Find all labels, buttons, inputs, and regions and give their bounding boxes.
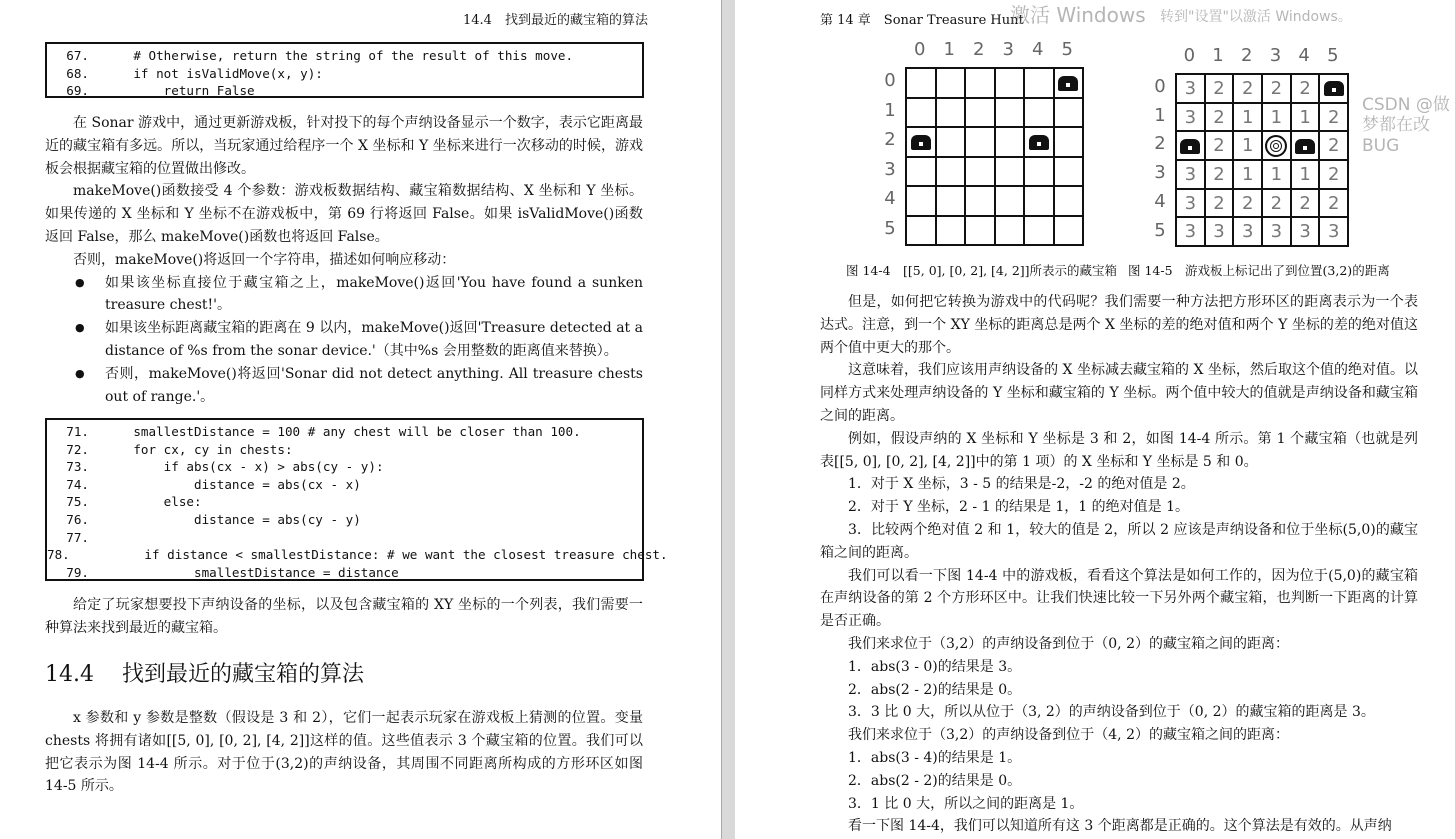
code-text: distance = abs(cy - y) xyxy=(103,511,361,527)
paragraph: 这意味着，我们应该用声纳设备的 X 坐标减去藏宝箱的 X 坐标，然后取这个值的绝对值。以同样方式来处理声纳设备的 Y 坐标和藏宝箱的 Y 坐标。两个值中较大的值就是声纳设备和藏宝箱之间的距离。 xyxy=(820,362,1418,424)
board-cell xyxy=(1319,189,1348,218)
body-text-intro xyxy=(45,112,643,408)
distance-value: 1 xyxy=(1299,106,1311,128)
board-cell xyxy=(1291,74,1320,103)
board-cell xyxy=(906,186,936,216)
line-number: 75. xyxy=(66,494,89,510)
board-cell xyxy=(1319,103,1348,132)
board-cell xyxy=(936,98,966,128)
distance-value: 3 xyxy=(1299,221,1311,243)
code-line xyxy=(47,47,642,65)
row-label: 0 xyxy=(884,70,896,91)
column-label: 1 xyxy=(1212,45,1224,66)
distance-value: 3 xyxy=(1184,106,1197,128)
paragraph: 看一下图 14-4，我们可以知道所有这 3 个距离都是正确的。这个算法是有效的。从声纳 xyxy=(848,818,1392,835)
distance-value: 2 xyxy=(1241,192,1254,214)
board-cell xyxy=(1024,186,1054,216)
paragraph: 3．3 比 0 大，所以从位于（3, 2）的声纳设备到位于（0, 2）的藏宝箱的距离是 3。 xyxy=(848,704,1375,721)
distance-value: 2 xyxy=(1213,192,1225,214)
board-cell xyxy=(1319,74,1348,103)
board-cell xyxy=(995,157,1025,187)
board-cell xyxy=(1024,157,1054,187)
board-cell xyxy=(1054,98,1084,128)
board-cell xyxy=(906,216,936,246)
line-number: 74. xyxy=(66,476,89,492)
code-line xyxy=(47,82,642,100)
paragraph: 给定了玩家想要投下声纳设备的坐标，以及包含藏宝箱的 XY 坐标的一个列表，我们需要一种算法来找到最近的藏宝箱。 xyxy=(45,597,643,636)
board-cell xyxy=(1054,68,1084,98)
bullet-item xyxy=(45,272,643,318)
column-label: 3 xyxy=(1002,39,1014,60)
row-label: 2 xyxy=(1154,133,1166,155)
board-cell xyxy=(1176,131,1205,160)
paragraph: 否则，makeMove()将返回一个字符串，描述如何响应移动： xyxy=(73,251,456,268)
distance-value: 3 xyxy=(1328,221,1340,243)
line-number: 76. xyxy=(66,511,89,527)
board-cell xyxy=(1262,74,1291,103)
distance-value: 1 xyxy=(1241,135,1254,157)
distance-value: 2 xyxy=(1328,192,1340,214)
board-cell xyxy=(1176,160,1205,189)
code-text: if distance < smallestDistance: # we want the closest treasure chest. xyxy=(83,547,668,563)
code-text: smallestDistance = distance xyxy=(103,564,399,580)
paragraph: 我们来求位于（3,2）的声纳设备到位于（4, 2）的藏宝箱之间的距离： xyxy=(848,727,1289,744)
board-cell xyxy=(1205,189,1234,218)
paragraph: 3．比较两个绝对值 2 和 1，较大的值是 2，所以 2 应该是声纳设备和位于坐标(5,0)的藏宝箱之间的距离。 xyxy=(820,521,1418,561)
paragraph: 例如，假设声纳的 X 坐标和 Y 坐标是 3 和 2，如图 14-4 所示。第 1 个藏宝箱（也就是列表[[5, 0], [0, 2], [4, 2]]中的第 1 项）的 X 坐标和 Y 坐标是 5 和 0。 xyxy=(820,430,1418,470)
distance-value: 1 xyxy=(1270,106,1283,128)
bullet-text: 否则，makeMove()将返回'Sonar did not detect anything. All treasure chests out of range.'。 xyxy=(105,365,643,405)
column-label: 0 xyxy=(1183,45,1196,66)
paragraph: 1．abs(3 - 4)的结果是 1。 xyxy=(848,749,1022,766)
board-cell xyxy=(1205,103,1234,132)
board-cell xyxy=(1233,74,1262,103)
paragraph: 在 Sonar 游戏中，通过更新游戏板，针对投下的每个声纳设备显示一个数字，表示它距离最近的藏宝箱有多远。所以，当玩家通过给程序一个 X 坐标和 Y 坐标来进行一次移动的时候，游戏板会根据藏宝箱的位置做出修改。 xyxy=(45,115,643,177)
code-line xyxy=(47,476,642,494)
figure-caption-14-4: 图 14-4 [[5, 0], [0, 2], [4, 2]]所表示的藏宝箱 xyxy=(846,263,1118,278)
paragraph: 2．abs(2 - 2)的结果是 0。 xyxy=(848,772,1022,789)
board-cell xyxy=(1319,160,1348,189)
game-board xyxy=(1175,73,1349,247)
line-number: 79. xyxy=(66,564,89,580)
board-cell xyxy=(1262,131,1291,160)
windows-activation-hint: 转到"设置"以激活 Windows。 xyxy=(1160,9,1352,25)
row-label: 3 xyxy=(1154,162,1166,184)
board-cell xyxy=(1233,217,1262,246)
code-text: return False xyxy=(103,83,255,99)
code-line xyxy=(47,441,642,459)
distance-value: 2 xyxy=(1270,192,1283,214)
board-cell xyxy=(1205,217,1234,246)
code-text: if abs(cx - x) > abs(cy - y): xyxy=(103,459,384,475)
code-line xyxy=(47,529,642,547)
paragraph: 但是，如何把它转换为游戏中的代码呢？我们需要一种方法把方形环区的距离表示为一个表达式。注意，到一个 XY 坐标的距离总是两个 X 坐标的差的绝对值和两个 Y 坐标的差的绝对值这两个值中更大的那个。 xyxy=(820,294,1418,356)
board-cell xyxy=(1024,68,1054,98)
line-number: 73. xyxy=(66,459,89,475)
bullet-icon: ● xyxy=(75,366,85,380)
bullet-icon: ● xyxy=(75,275,85,289)
section-heading xyxy=(45,657,364,688)
left-page xyxy=(0,0,721,839)
board-cell xyxy=(906,157,936,187)
code-text: distance = abs(cx - x) xyxy=(103,476,361,492)
figure-caption-14-5: 图 14-5 游戏板上标记出了到位置(3,2)的距离 xyxy=(1128,263,1390,278)
line-number: 67. xyxy=(66,48,89,63)
board-cell xyxy=(965,216,995,246)
board-cell xyxy=(995,98,1025,128)
line-number: 72. xyxy=(66,441,89,457)
line-number: 77. xyxy=(66,529,89,545)
paragraph: 1．abs(3 - 0)的结果是 3。 xyxy=(848,658,1022,675)
page-gutter xyxy=(721,0,735,839)
line-number: 68. xyxy=(66,65,89,81)
distance-value: 3 xyxy=(1184,221,1197,243)
distance-value: 2 xyxy=(1299,192,1311,214)
section-number: 14.4 xyxy=(45,662,94,687)
code-text: for cx, cy in chests: xyxy=(103,441,293,457)
paragraph: 1．对于 X 坐标，3 - 5 的结果是-2，-2 的绝对值是 2。 xyxy=(848,476,1195,493)
distance-value: 2 xyxy=(1328,135,1340,157)
board-cell xyxy=(1024,127,1054,157)
board-cell xyxy=(995,216,1025,246)
board-cell xyxy=(1291,189,1320,218)
line-number: 78. xyxy=(47,547,70,563)
section-title: 找到最近的藏宝箱的算法 xyxy=(121,662,364,687)
treasure-chest-icon xyxy=(911,135,931,150)
row-label: 5 xyxy=(884,217,896,239)
board-cell xyxy=(1054,157,1084,187)
game-board xyxy=(905,67,1084,246)
line-number: 71. xyxy=(66,424,89,439)
board-cell xyxy=(906,98,936,128)
column-label: 5 xyxy=(1061,39,1073,60)
distance-value: 2 xyxy=(1213,163,1225,185)
distance-value: 1 xyxy=(1241,106,1254,128)
distance-value: 1 xyxy=(1270,163,1283,185)
distance-value: 3 xyxy=(1213,221,1225,243)
column-label: 1 xyxy=(943,39,955,60)
distance-value: 3 xyxy=(1241,221,1254,243)
bullet-icon: ● xyxy=(75,321,85,335)
paragraph: 我们可以看一下图 14-4 中的游戏板，看看这个算法是如何工作的，因为位于(5,0)的藏宝箱在声纳设备的第 2 个方形环区中。让我们快速比较一下另外两个藏宝箱，也判断一下距离的计算是否正确。 xyxy=(820,567,1418,630)
distance-value: 1 xyxy=(1299,163,1311,185)
bullet-list xyxy=(45,272,643,409)
treasure-chest-icon xyxy=(1180,139,1200,154)
code-line xyxy=(47,423,642,441)
board-cell xyxy=(1233,103,1262,132)
distance-value: 2 xyxy=(1270,77,1283,99)
board-cell xyxy=(1262,160,1291,189)
board-cell xyxy=(906,127,936,157)
row-label: 2 xyxy=(884,129,896,150)
code-listing-67-69 xyxy=(45,42,644,98)
distance-value: 2 xyxy=(1213,135,1225,157)
board-cell xyxy=(965,127,995,157)
distance-value: 2 xyxy=(1328,163,1340,185)
board-cell xyxy=(906,68,936,98)
paragraph: 我们来求位于（3,2）的声纳设备到位于（0, 2）的藏宝箱之间的距离： xyxy=(848,635,1289,652)
distance-value: 2 xyxy=(1328,106,1340,128)
bullet-text: 如果该坐标距离藏宝箱的距离在 9 以内，makeMove()返回'Treasure detected at a distance of %s from the sonar device.'（其中%s 会用整数的距离值来替换）。 xyxy=(105,320,643,359)
board-cell xyxy=(936,68,966,98)
row-label: 3 xyxy=(884,158,896,180)
distance-value: 1 xyxy=(1241,163,1254,185)
column-label: 5 xyxy=(1327,45,1339,66)
board-cell xyxy=(1262,217,1291,246)
code-text: if not isValidMove(x, y): xyxy=(103,65,323,81)
bullet-item xyxy=(45,317,643,363)
distance-value: 3 xyxy=(1184,192,1197,214)
line-number: 69. xyxy=(66,83,89,99)
row-label: 4 xyxy=(1154,190,1166,212)
running-header: 14.4 找到最近的藏宝箱的算法 xyxy=(463,13,648,28)
board-cell xyxy=(1262,189,1291,218)
paragraph: x 参数和 y 参数是整数（假设是 3 和 2），它们一起表示玩家在游戏板上猜测的位置。变量 chests 将拥有诸如[[5, 0], [0, 2], [4, 2]]这样的值。这些值表示 3 个藏宝箱的位置。我们可以把它表示为图 14-4 所示。对于位于(3,2)的声纳设备，其周围不同距离所构成的方形环区如图 14-5 所示。 xyxy=(45,710,643,795)
board-cell xyxy=(1054,186,1084,216)
board-cell xyxy=(936,186,966,216)
board-cell xyxy=(1054,216,1084,246)
board-cell xyxy=(1262,103,1291,132)
code-line xyxy=(47,546,668,564)
code-line xyxy=(47,493,642,511)
board-cell xyxy=(1319,131,1348,160)
treasure-chest-icon xyxy=(1295,139,1315,154)
code-line xyxy=(47,458,642,476)
row-label: 1 xyxy=(884,99,896,121)
distance-value: 2 xyxy=(1241,77,1254,99)
board-cell xyxy=(1205,160,1234,189)
board-cell xyxy=(1233,131,1262,160)
board-cell xyxy=(1291,217,1320,246)
board-cell xyxy=(965,98,995,128)
body-text xyxy=(45,707,643,798)
windows-activation-watermark: 激活 Windows xyxy=(1010,3,1146,27)
distance-value: 3 xyxy=(1184,77,1197,99)
code-line xyxy=(47,65,642,83)
board-cell xyxy=(936,157,966,187)
board-cell xyxy=(1176,189,1205,218)
paragraph: 2．abs(2 - 2)的结果是 0。 xyxy=(848,681,1022,698)
sonar-device-icon xyxy=(1265,135,1287,157)
column-label: 2 xyxy=(1241,45,1253,66)
column-label: 3 xyxy=(1269,45,1282,66)
paragraph: 3．1 比 0 大，所以之间的距离是 1。 xyxy=(848,795,1084,812)
row-label: 4 xyxy=(884,188,896,209)
bullet-item xyxy=(45,363,643,409)
board-cell xyxy=(1024,98,1054,128)
board-cell xyxy=(936,127,966,157)
code-listing-71-79 xyxy=(45,418,668,581)
board-cell xyxy=(1291,103,1320,132)
board-cell xyxy=(995,127,1025,157)
board-cell xyxy=(1176,217,1205,246)
board-cell xyxy=(1176,74,1205,103)
distance-value: 2 xyxy=(1213,77,1225,99)
board-cell xyxy=(965,157,995,187)
distance-value: 3 xyxy=(1270,221,1283,243)
bullet-text: 如果该坐标直接位于藏宝箱之上，makeMove()返回'You have found a sunken treasure chest!'。 xyxy=(105,274,643,314)
paragraph: 2．对于 Y 坐标，2 - 1 的结果是 1，1 的绝对值是 1。 xyxy=(848,499,1190,516)
board-cell xyxy=(965,186,995,216)
body-text xyxy=(45,594,643,640)
board-cell xyxy=(1054,127,1084,157)
distance-value: 2 xyxy=(1299,77,1311,99)
body-text xyxy=(820,291,1418,838)
code-line xyxy=(47,511,642,529)
distance-value: 2 xyxy=(1213,106,1225,128)
code-text: else: xyxy=(103,494,202,510)
board-cell xyxy=(1291,131,1320,160)
board-cell xyxy=(965,68,995,98)
board-cell xyxy=(1176,103,1205,132)
column-label: 0 xyxy=(914,39,926,60)
board-cell xyxy=(936,216,966,246)
board-cell xyxy=(1205,131,1234,160)
paragraph: makeMove()函数接受 4 个参数：游戏板数据结构、藏宝箱数据结构、X 坐标和 Y 坐标。如果传递的 X 坐标和 Y 坐标不在游戏板中，第 69 行将返回 False。如果 isValidMove()函数返回 False，那么 makeMove()函数也将返回 False。 xyxy=(45,183,643,245)
code-text: # Otherwise, return the string of the result of this move. xyxy=(103,48,574,63)
board-cell xyxy=(1319,217,1348,246)
treasure-chest-icon xyxy=(1058,76,1078,91)
distance-value: 3 xyxy=(1184,163,1197,185)
row-label: 1 xyxy=(1154,104,1166,126)
right-page xyxy=(735,0,1455,839)
row-label: 5 xyxy=(1154,219,1166,241)
board-cell xyxy=(995,68,1025,98)
board-cell xyxy=(1024,216,1054,246)
row-label: 0 xyxy=(1154,76,1166,97)
board-cell xyxy=(1291,160,1320,189)
code-line xyxy=(47,564,642,582)
column-label: 2 xyxy=(973,39,985,60)
column-label: 4 xyxy=(1298,45,1310,66)
column-label: 4 xyxy=(1032,39,1044,60)
board-cell xyxy=(995,186,1025,216)
code-text: smallestDistance = 100 # any chest will be closer than 100. xyxy=(103,424,581,439)
treasure-chest-icon xyxy=(1324,81,1344,96)
csdn-watermark: CSDN @做梦都在改BUG xyxy=(1362,95,1450,156)
running-header: 第 14 章 Sonar Treasure Hunt xyxy=(820,13,1024,28)
board-cell xyxy=(1233,189,1262,218)
board-cell xyxy=(1205,74,1234,103)
board-cell xyxy=(1233,160,1262,189)
treasure-chest-icon xyxy=(1029,135,1049,150)
